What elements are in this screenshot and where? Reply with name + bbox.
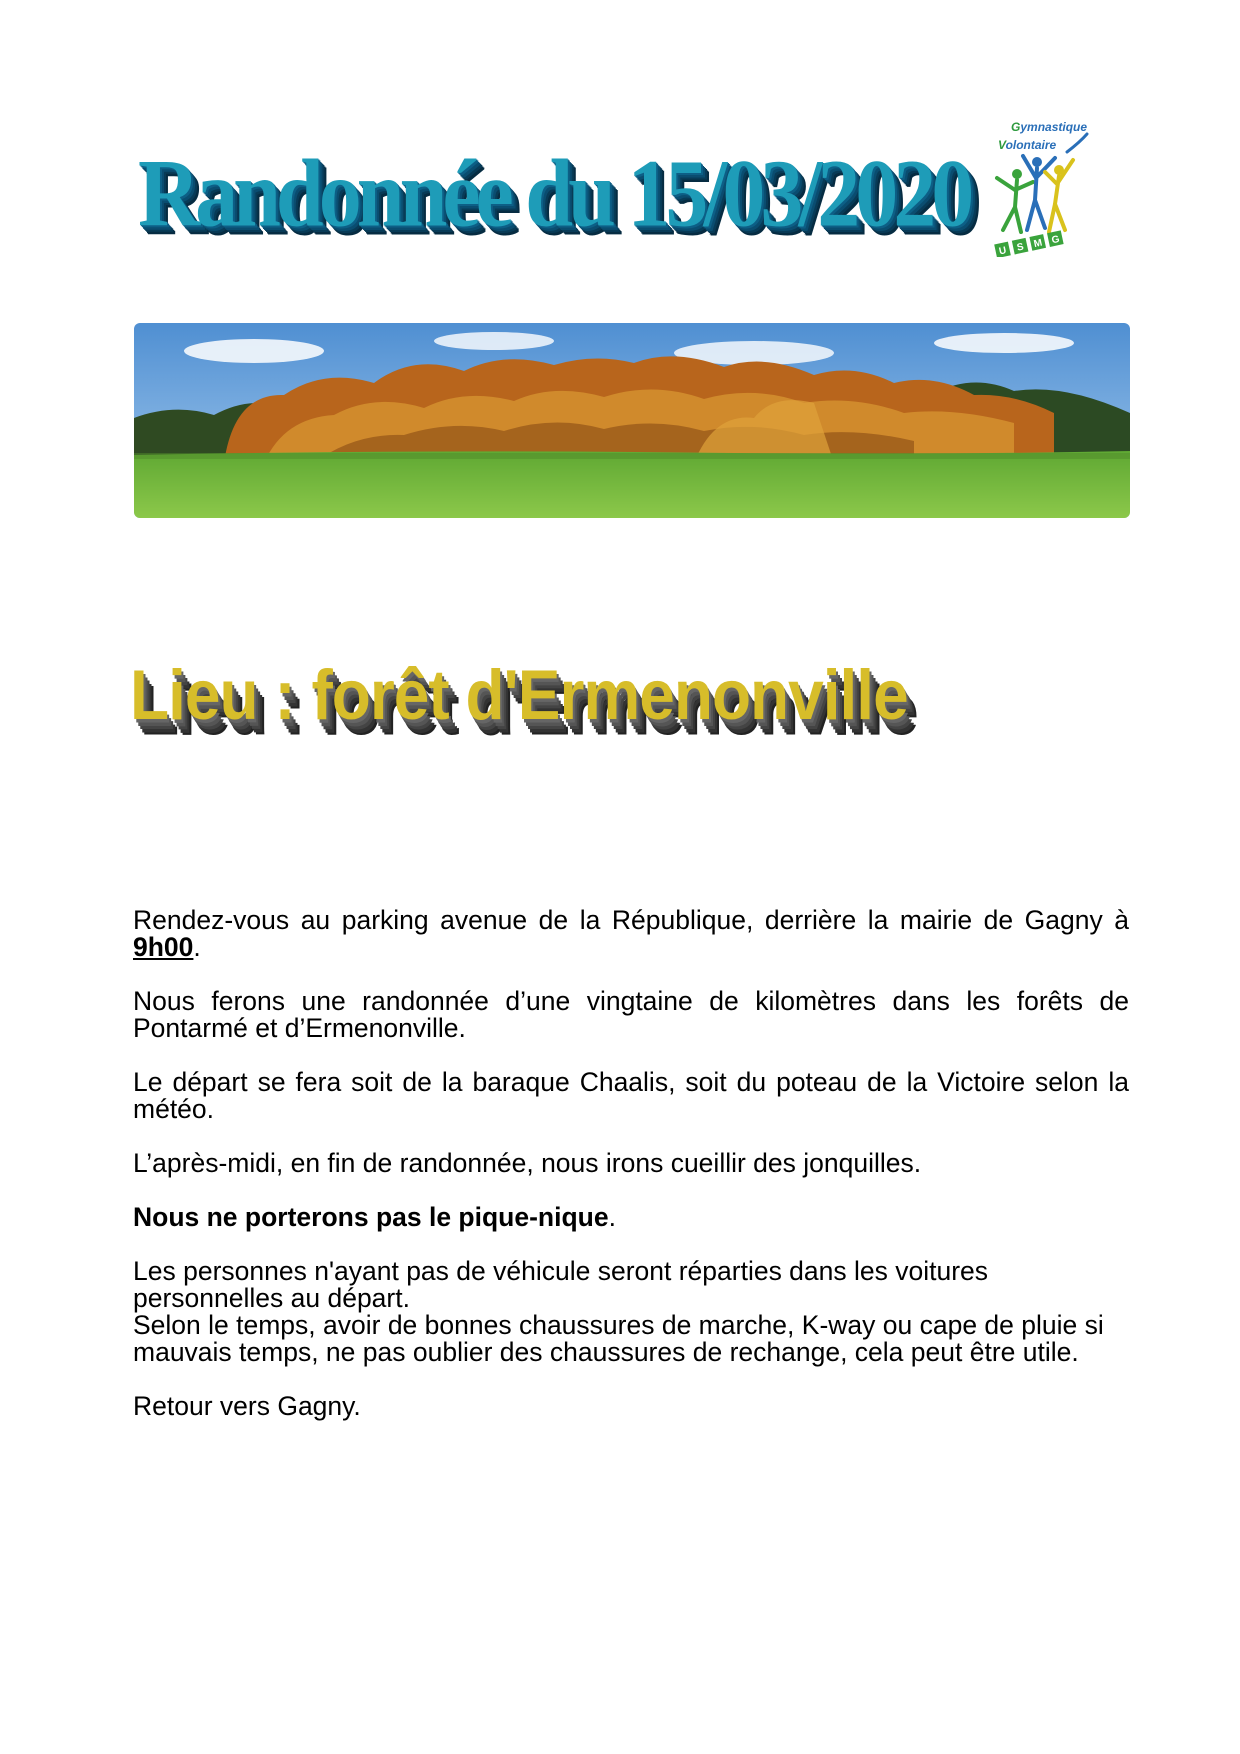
meeting-point-paragraph: Rendez-vous au parking avenue de la République, derrière la mairie de Gagny à 9h00.	[133, 905, 1129, 962]
badge-letter-m: M	[1032, 237, 1044, 251]
badge-letter-u: U	[998, 245, 1008, 257]
picnic-paragraph: Nous ne porterons pas le pique-nique.	[133, 1202, 616, 1232]
event-description	[133, 907, 1129, 1447]
logo-text-line2: Volontaire	[998, 138, 1057, 152]
logo-text-line1: Gymnastique	[1011, 120, 1088, 134]
club-logo	[975, 112, 1100, 257]
meeting-time: 9h00	[133, 932, 194, 962]
forest-banner-image	[134, 323, 1130, 518]
badge-letter-g: G	[1050, 233, 1061, 247]
equipment-paragraph: Selon le temps, avoir de bonnes chaussures de marche, K-way ou cape de pluie si mauvais temps, ne pas oublier des chaussures de rechange, cela peut être utile.	[133, 1310, 1104, 1367]
page-title: Randonnée du 15/03/2020	[138, 139, 970, 247]
badge-letter-s: S	[1016, 241, 1025, 254]
departure-paragraph: Le départ se fera soit de la baraque Chaalis, soit du poteau de la Victoire selon la météo.	[133, 1067, 1129, 1124]
afternoon-paragraph: L’après-midi, en fin de randonnée, nous irons cueillir des jonquilles.	[133, 1148, 922, 1178]
picnic-notice: Nous ne porterons pas le pique-nique	[133, 1202, 609, 1232]
place-title: Lieu : forêt d'Ermenonville	[130, 655, 908, 735]
carpool-paragraph: Les personnes n'ayant pas de véhicule seront réparties dans les voitures personnelles au départ.	[133, 1256, 989, 1313]
return-paragraph: Retour vers Gagny.	[133, 1391, 361, 1421]
route-paragraph: Nous ferons une randonnée d’une vingtaine de kilomètres dans les forêts de Pontarmé et d’Ermenonville.	[133, 986, 1129, 1043]
